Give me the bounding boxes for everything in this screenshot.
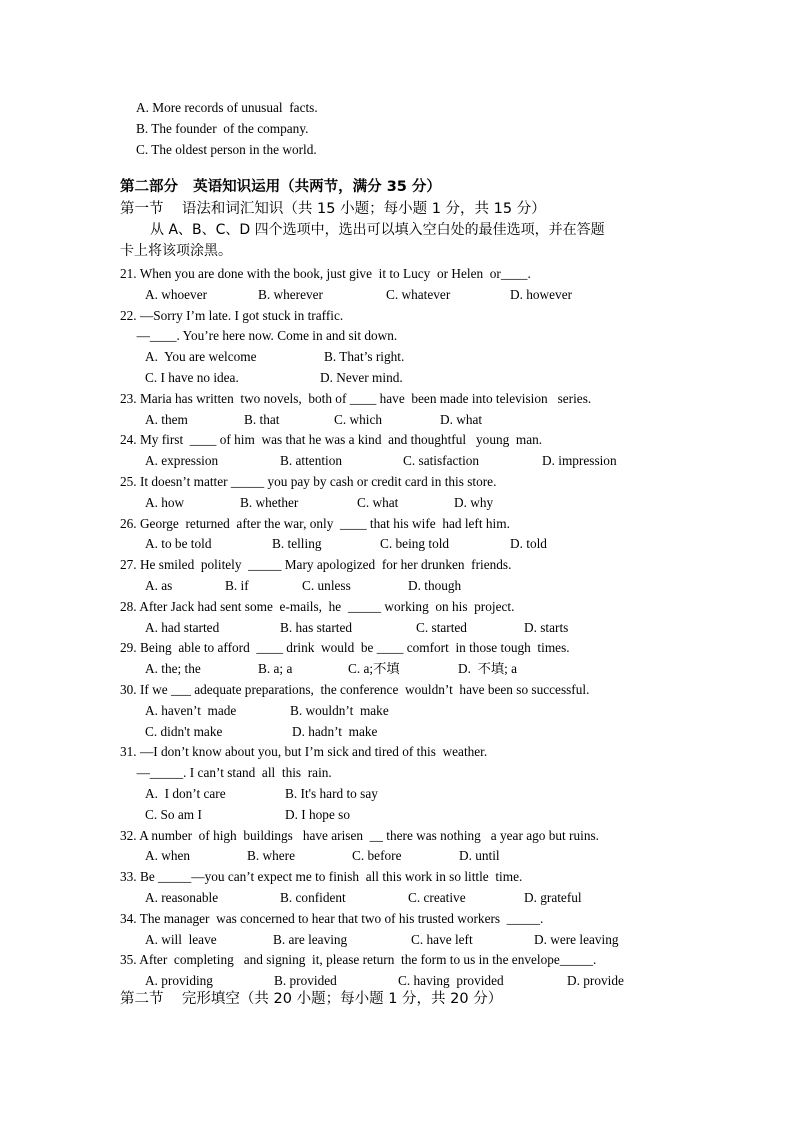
answer-option[interactable]: A. when	[145, 848, 191, 864]
answer-option[interactable]: B. whether	[240, 494, 299, 510]
section2-title: 第二节 完形填空（共 20 小题；每小题 1 分，共 20 分）	[120, 991, 503, 1007]
answer-option[interactable]: B. that	[244, 411, 280, 427]
answer-option[interactable]: D. until	[459, 848, 500, 864]
answer-option[interactable]: A. had started	[145, 619, 220, 635]
answer-option[interactable]: A. how	[145, 494, 185, 510]
answer-option[interactable]: C. have left	[411, 931, 473, 947]
answer-option[interactable]: C. So am I	[145, 806, 202, 822]
question-stem: 32. A number of high buildings have arisen __ there was nothing a year ago but ruins.	[120, 827, 599, 843]
answer-option[interactable]: C. having provided	[398, 973, 504, 989]
question-stem: 23. Maria has written two novels, both of ____ have been made into television series.	[120, 390, 592, 406]
answer-option[interactable]: D. were leaving	[534, 931, 619, 947]
answer-option[interactable]: C. didn't make	[145, 723, 223, 739]
answer-option[interactable]: B. wherever	[258, 286, 323, 302]
answer-option[interactable]: B. That’s right.	[324, 349, 405, 365]
answer-option[interactable]: D. 不填; a	[458, 661, 518, 677]
question-stem: 21. When you are done with the book, just give it to Lucy or Helen or____.	[120, 266, 531, 281]
answer-option[interactable]: A. will leave	[145, 931, 217, 947]
answer-option[interactable]: A. as	[145, 578, 173, 593]
answer-option[interactable]: D. grateful	[524, 890, 582, 905]
answer-option[interactable]: A. providing	[145, 973, 213, 989]
answer-option[interactable]: D. hadn’t make	[292, 723, 378, 739]
answer-option[interactable]: C. satisfaction	[403, 453, 480, 469]
answer-option[interactable]: B. are leaving	[273, 931, 348, 947]
answer-option[interactable]: C. started	[416, 619, 467, 635]
answer-option[interactable]: C. creative	[408, 890, 466, 905]
question-stem: 33. Be _____—you can’t expect me to finish all this work in so little time.	[120, 869, 523, 885]
answer-option[interactable]: A. the; the	[145, 661, 201, 677]
answer-option[interactable]: A. to be told	[145, 536, 212, 552]
answer-option[interactable]: A. haven’t made	[145, 702, 237, 718]
instruction-line-2: 卡上将该项涂黑。	[120, 243, 232, 259]
question-stem: 31. —I don’t know about you, but I’m sick and tired of this weather.	[120, 744, 488, 760]
question-stem: 25. It doesn’t matter _____ you pay by cash or credit card in this store.	[120, 474, 497, 489]
answer-option[interactable]: C. whatever	[386, 286, 451, 302]
answer-option[interactable]: B. where	[247, 848, 295, 864]
answer-option[interactable]: C. I have no idea.	[145, 370, 239, 385]
answer-option[interactable]: B. provided	[274, 973, 337, 989]
answer-option[interactable]: D. however	[510, 286, 573, 302]
answer-option[interactable]: D. told	[510, 536, 547, 552]
answer-option[interactable]: C. being told	[380, 536, 450, 552]
answer-option[interactable]: A. whoever	[145, 286, 208, 302]
answer-option[interactable]: B. a; a	[258, 661, 293, 677]
question-stem: 28. After Jack had sent some e-mails, he _____ working on his project.	[120, 598, 515, 614]
answer-option[interactable]: A. You are welcome	[145, 349, 257, 365]
answer-option[interactable]: B. has started	[280, 619, 353, 635]
question-stem: 24. My first ____ of him was that he was a kind and thoughtful young man.	[120, 432, 543, 448]
question-stem: —____. You’re here now. Come in and sit down.	[120, 328, 398, 344]
question-stem: 26. George returned after the war, only ____ that his wife had left him.	[120, 515, 510, 531]
answer-option[interactable]: B. It's hard to say	[285, 786, 378, 801]
question-stem: 29. Being able to afford ____ drink would be ____ comfort in those tough times.	[120, 640, 570, 656]
answer-option[interactable]: A. expression	[145, 453, 219, 469]
answer-option[interactable]: D. Never mind.	[320, 370, 403, 385]
answer-option[interactable]: C. what	[357, 494, 399, 510]
question-stem: 30. If we ___ adequate preparations, the conference wouldn’t have been so successful.	[120, 682, 590, 697]
prev-option-b: B. The founder of the company.	[136, 121, 309, 136]
answer-option[interactable]: B. attention	[280, 453, 343, 469]
answer-option[interactable]: A. them	[145, 411, 188, 427]
answer-option[interactable]: D. I hope so	[285, 806, 350, 822]
question-stem: —_____. I can’t stand all this rain.	[120, 765, 332, 781]
question-stem: 22. —Sorry I’m late. I got stuck in traffic.	[120, 307, 344, 323]
answer-option[interactable]: D. provide	[567, 973, 624, 989]
question-stem: 27. He smiled politely _____ Mary apologized for her drunken friends.	[120, 557, 512, 573]
part2-title: 第二部分 英语知识运用（共两节，满分 35 分）	[120, 179, 441, 195]
answer-option[interactable]: D. impression	[542, 453, 617, 469]
answer-option[interactable]: C. unless	[302, 578, 351, 593]
answer-option[interactable]: A. reasonable	[145, 890, 219, 905]
answer-option[interactable]: B. wouldn’t make	[290, 702, 389, 718]
answer-option[interactable]: C. which	[334, 411, 383, 427]
answer-option[interactable]: C. a;不填	[348, 661, 400, 677]
section1-title: 第一节 语法和词汇知识（共 15 小题；每小题 1 分，共 15 分）	[120, 201, 546, 217]
question-stem: 34. The manager was concerned to hear that two of his trusted workers _____.	[120, 910, 544, 926]
instruction-line-1: 从 A、B、C、D 四个选项中，选出可以填入空白处的最佳选项，并在答题	[150, 222, 605, 238]
answer-option[interactable]: D. starts	[524, 619, 569, 635]
prev-option-a: A. More records of unusual facts.	[136, 100, 318, 115]
answer-option[interactable]: A. I don’t care	[145, 786, 226, 801]
answer-option[interactable]: D. though	[408, 578, 462, 593]
answer-option[interactable]: D. why	[454, 494, 494, 510]
answer-option[interactable]: D. what	[440, 411, 483, 427]
prev-option-c: C. The oldest person in the world.	[136, 142, 317, 157]
answer-option[interactable]: B. telling	[272, 536, 322, 552]
answer-option[interactable]: C. before	[352, 848, 402, 864]
answer-option[interactable]: B. confident	[280, 890, 346, 905]
answer-option[interactable]: B. if	[225, 578, 249, 593]
question-stem: 35. After completing and signing it, please return the form to us in the envelope_____.	[120, 952, 597, 968]
